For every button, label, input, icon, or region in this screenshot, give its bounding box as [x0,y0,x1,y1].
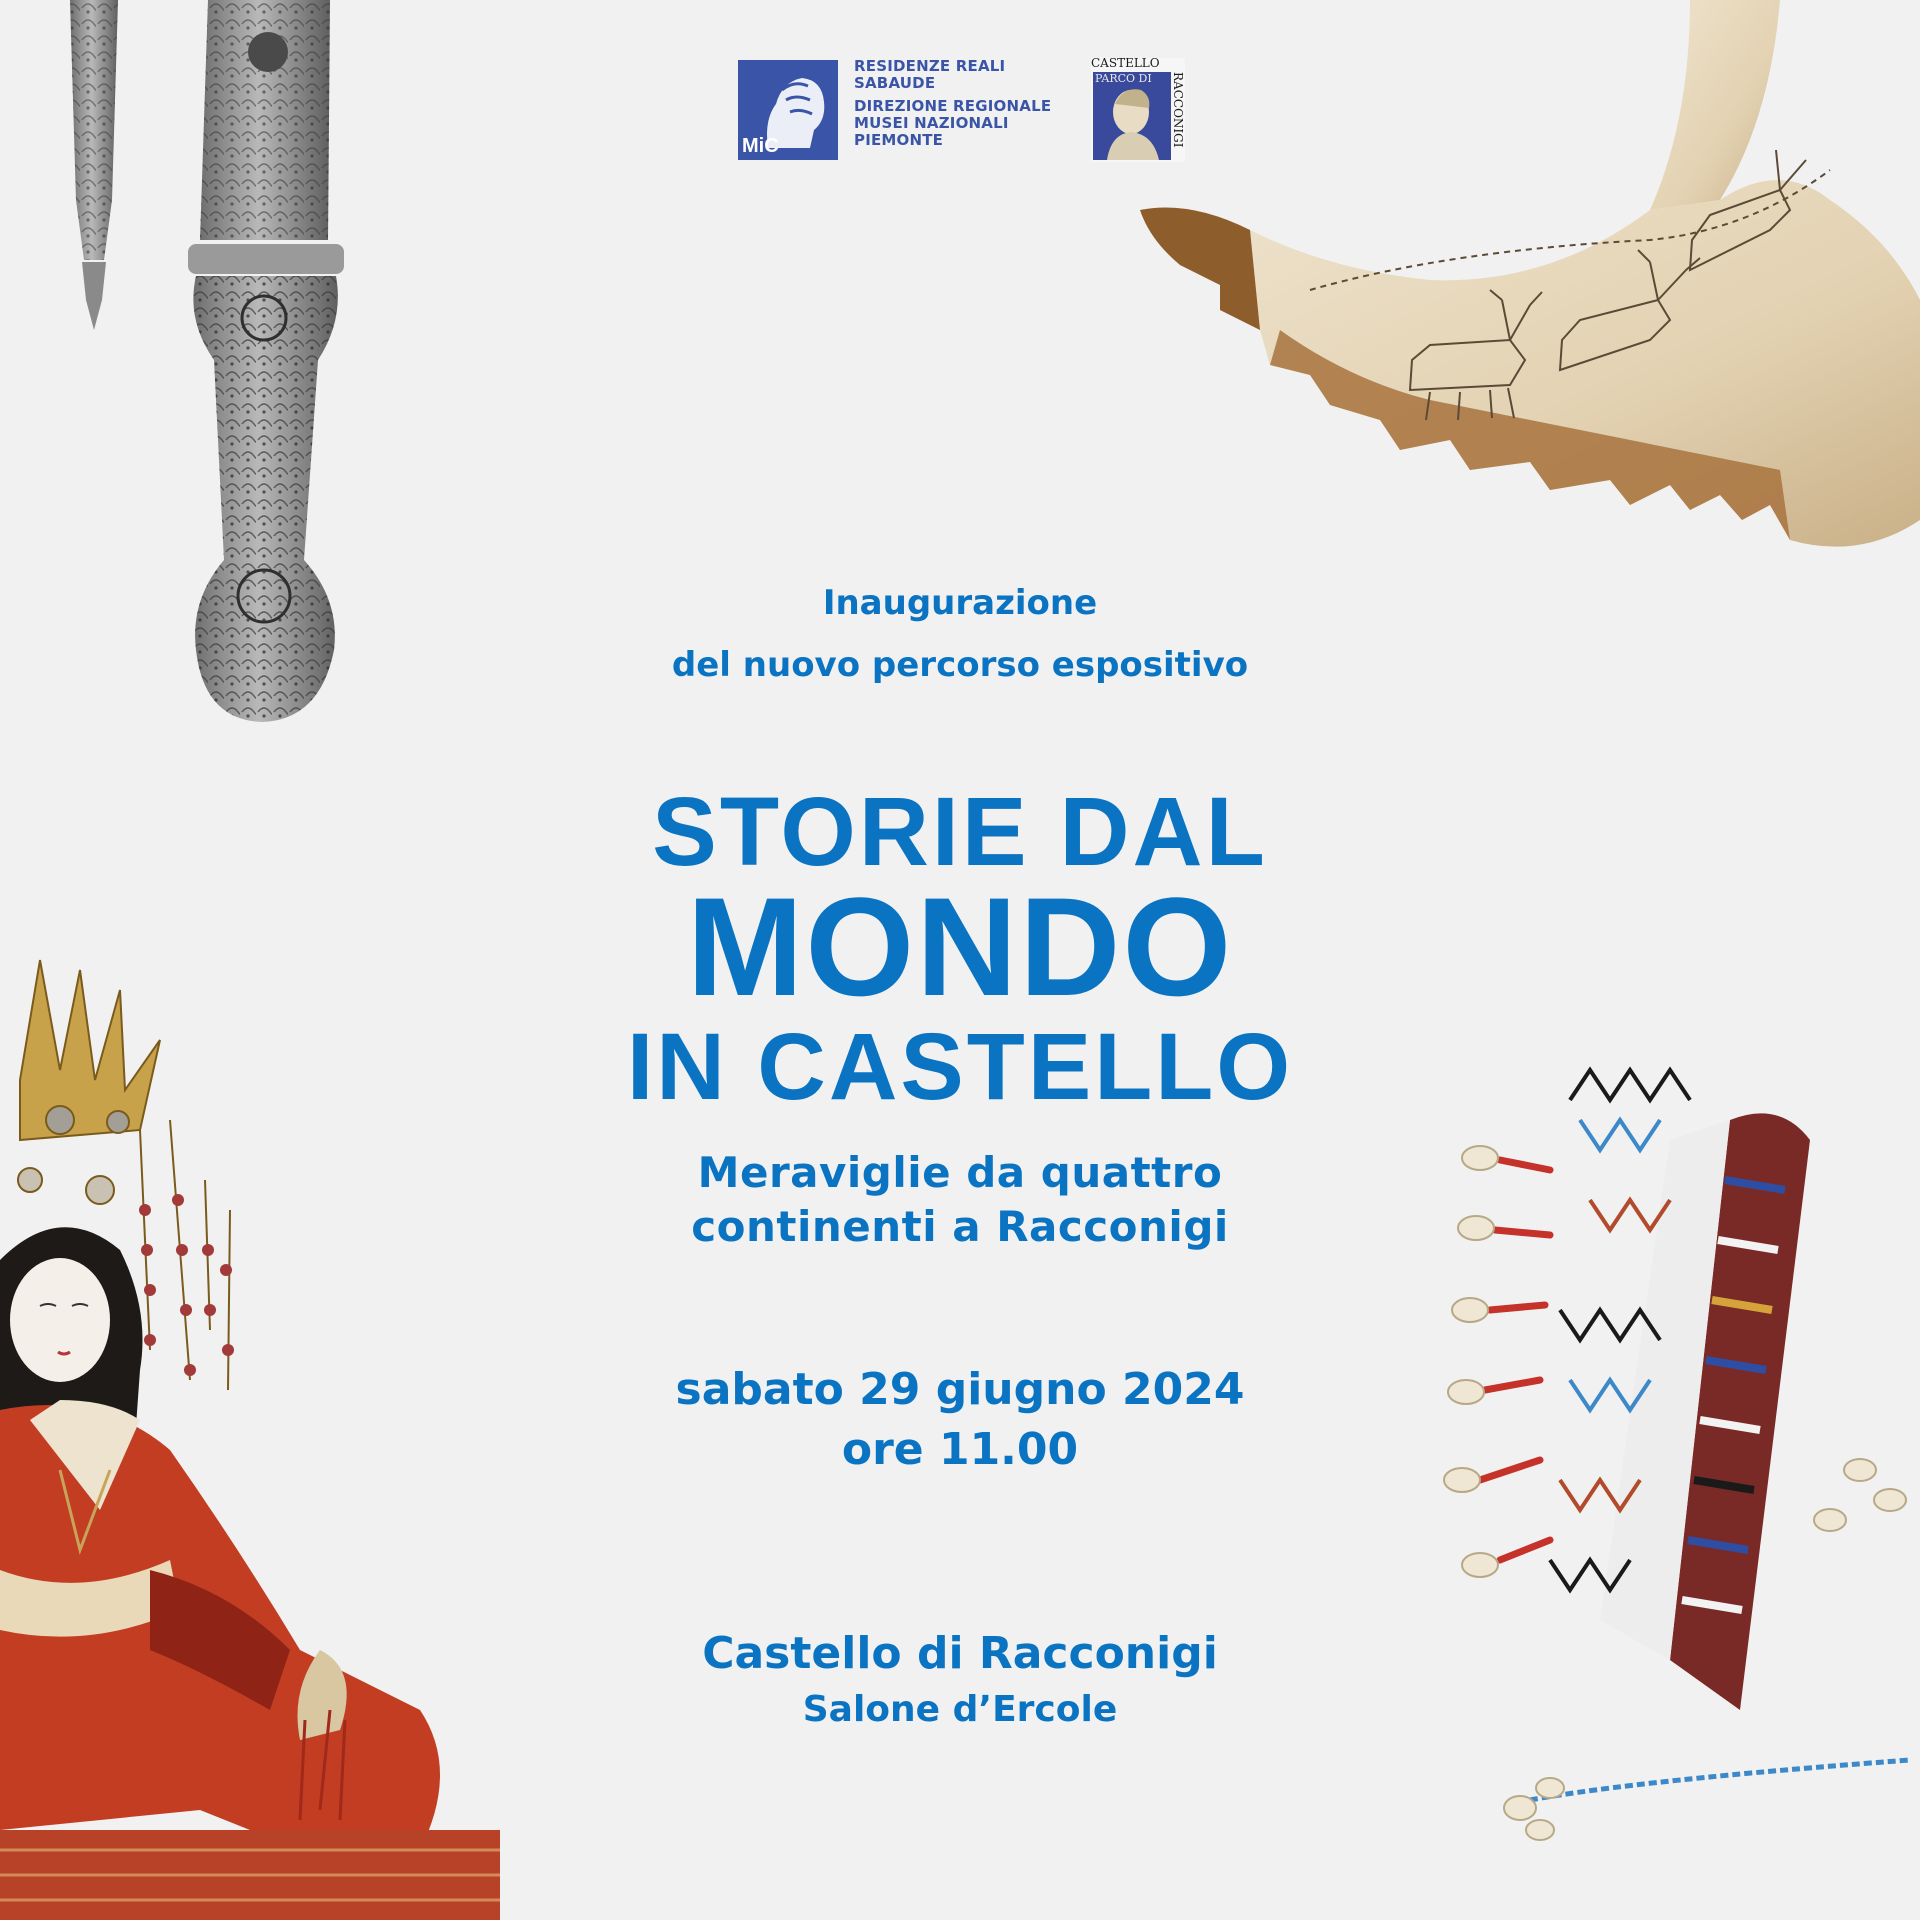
castello-logo-side: RACCONIGI [1171,72,1185,148]
intro-text [620,572,1300,696]
mic-line-5: PIEMONTE [854,131,944,149]
mic-line-2: SABAUDE [854,74,936,92]
event-datetime [620,1360,1300,1480]
event-time: ore 11.00 [841,1424,1079,1475]
event-venue [620,1626,1300,1738]
mic-line-3: DIREZIONE REGIONALE [854,97,1052,115]
subtitle-line-1: Meraviglie da quattro [697,1148,1223,1197]
intro-line-2: del nuovo percorso espositivo [671,645,1249,685]
venue-name: Castello di Racconigi [702,1628,1218,1679]
venue-hall: Salone d’Ercole [802,1689,1118,1730]
castello-logo-middle: PARCO DI [1095,72,1152,85]
castello-logo-top: CASTELLO [1091,56,1160,70]
castello-racconigi-logo [1091,58,1185,162]
mic-logo [738,60,838,160]
beaded-necklace-image [1440,1060,1920,1920]
title-line-3: IN CASTELLO [626,1014,1294,1120]
carved-antler-image [1130,0,1920,580]
castello-seal [1093,72,1171,160]
ornate-dagger-image [0,0,360,740]
mic-line-1: RESIDENZE REALI [854,57,1006,75]
mic-logo-text [854,58,1094,149]
event-date: sabato 29 giugno 2024 [675,1364,1245,1415]
title-line-2: MONDO [686,868,1234,1025]
statue-bust-icon [1093,72,1171,160]
hina-doll-image [0,950,500,1920]
mic-badge-text: MiC [742,135,779,157]
logo-bar [738,56,1185,168]
intro-line-1: Inaugurazione [822,583,1098,623]
exhibition-title [620,777,1300,1122]
title-line-1: STORIE DAL [652,777,1268,886]
mic-line-4: MUSEI NAZIONALI [854,114,1009,132]
subtitle-line-2: continenti a Racconigi [691,1202,1229,1251]
exhibition-subtitle [620,1146,1300,1254]
